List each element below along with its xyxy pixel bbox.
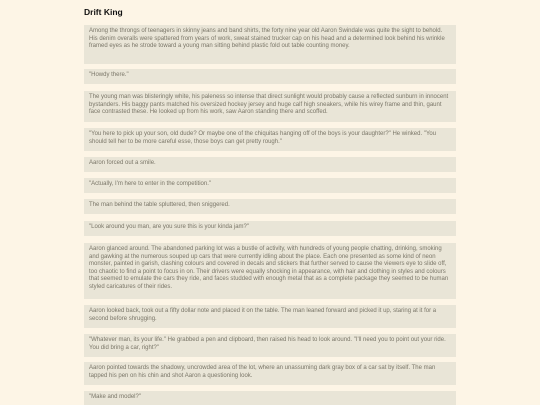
story-paragraph: "Actually, I'm here to enter in the competition.": [84, 178, 456, 193]
story-paragraph: Aaron glanced around. The abandoned parking lot was a bustle of activity, with hundreds of young people chatting, drinking, smoking and gawking at the numerous souped up cars that were currently idling about the place. Each one presented as some kind of neon monster, painted in garish, clashing colours and covered in decals and stickers that further served to cause the viewers eye to slide off, too chaotic to find a point to focus in on. Their drivers were equally shocking in appearance, with hair and clothing in styles and colours that seemed to emulate the cars they ride, and faces studded with enough metal that as a complete package they seemed to be human styled caricatures of their rides.: [84, 243, 456, 299]
story-paragraph: Aaron forced out a smile.: [84, 157, 456, 172]
story-paragraph: "Whatever man, its your life." He grabbed a pen and clipboard, then raised his head to look around. "I'll need you to point out your ride. You did bring a car, right?": [84, 334, 456, 357]
story-paragraph: "Make and model?": [84, 391, 456, 405]
story-paragraph: Aaron pointed towards the shadowy, uncrowded area of the lot, where an unassuming dark gray box of a car sat by itself. The man tapped his pen on his chin and shot Aaron a questioning look.: [84, 362, 456, 385]
story-paragraph: Aaron looked back, took out a fifty dollar note and placed it on the table. The man leaned forward and picked it up, staring at it for a second before shrugging.: [84, 305, 456, 328]
story-paragraph: The young man was blisteringly white, his paleness so intense that direct sunlight would probably cause a reflected sunburn in innocent bystanders. His baggy pants matched his oversized hockey jersey and huge calf high sneakers, while his wirey frame and thin, gaunt face contrasted these. He looked up from his work, saw Aaron standing there and scoffed.: [84, 91, 456, 122]
story-title: Drift King: [84, 7, 123, 17]
story-paragraph: The man behind the table spluttered, then sniggered.: [84, 199, 456, 214]
story-paragraph: "You here to pick up your son, old dude? Or maybe one of the chiquitas hanging off of the boys is your daughter?" He winked. "You should tell her to be more careful esse, those boys can get pretty rough.": [84, 128, 456, 151]
story-paragraph: "Look around you man, are you sure this is your kinda jam?": [84, 221, 456, 236]
story-paragraph: "Howdy there.": [84, 69, 456, 84]
story-paragraph: Among the throngs of teenagers in skinny jeans and band shirts, the forty nine year old Aaron Swindale was quite the sight to behold. His denim overalls were spattered from years of work, sweat stained trucker cap on his head and a determined look behind his wrinkle framed eyes as he strode toward a young man sitting behind plastic fold out table counting money.: [84, 25, 456, 64]
